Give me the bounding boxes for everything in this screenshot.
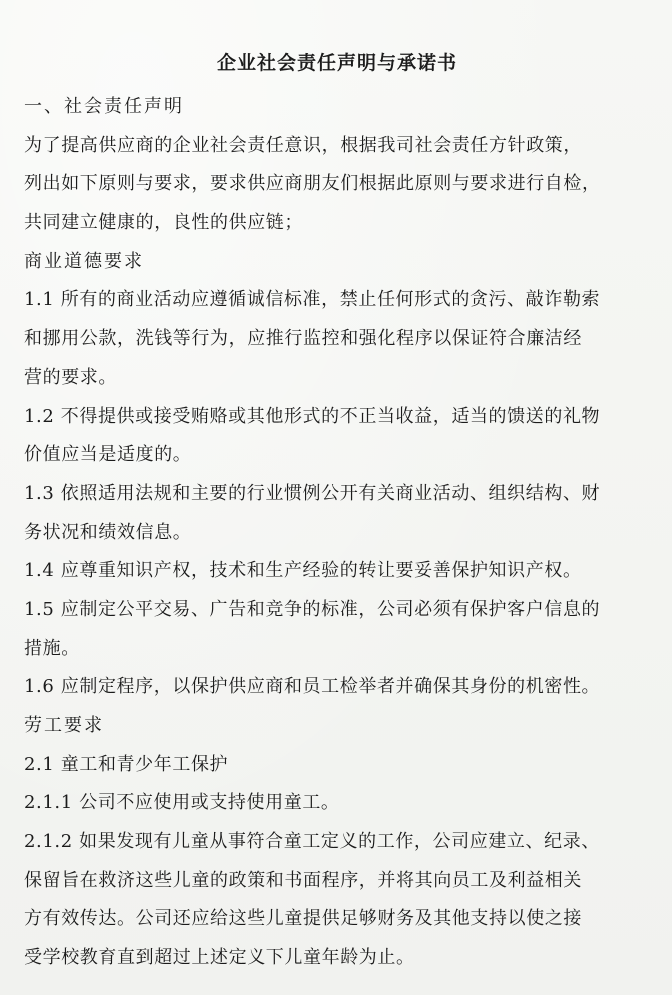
paragraph-line: 1.1 所有的商业活动应遵循诚信标准，禁止任何形式的贪污、敲诈勒索 (24, 289, 601, 311)
paragraph-line: 1.2 不得提供或接受贿赂或其他形式的不正当收益，适当的馈送的礼物 (24, 405, 601, 427)
paragraph-line: 和挪用公款，洗钱等行为，应推行监控和强化程序以保证符合廉洁经 (24, 328, 582, 350)
paragraph-line: 2.1 童工和青少年工保护 (24, 753, 229, 775)
subsection-heading: 商业道德要求 (24, 250, 144, 272)
paragraph-line: 为了提高供应商的企业社会责任意识，根据我司社会责任方针政策， (24, 134, 582, 156)
paragraph-line: 2.1.1 公司不应使用或支持使用童工。 (24, 792, 340, 814)
paragraph-line: 1.6 应制定程序，以保护供应商和员工检举者并确保其身份的机密性。 (24, 676, 601, 698)
paragraph-line: 营的要求。 (24, 366, 117, 388)
paragraph-line: 2.1.2 如果发现有儿童从事符合童工定义的工作，公司应建立、纪录、 (24, 831, 600, 853)
paragraph-line: 保留旨在救济这些儿童的政策和书面程序，并将其向员工及利益相关 (24, 869, 582, 891)
section-heading: 一、社会责任声明 (24, 96, 184, 117)
paragraph-line: 方有效传达。公司还应给这些儿童提供足够财务及其他支持以使之接 (24, 908, 582, 930)
paragraph-line: 价值应当是适度的。 (24, 444, 192, 466)
paragraph-line: 列出如下原则与要求，要求供应商朋友们根据此原则与要求进行自检， (24, 173, 601, 195)
paragraph-line: 措施。 (24, 637, 80, 659)
paragraph-line: 1.5 应制定公平交易、广告和竞争的标准，公司必须有保护客户信息的 (24, 598, 601, 620)
document-title: 企业社会责任声明与承诺书 (216, 52, 457, 74)
paragraph-line: 务状况和绩效信息。 (24, 521, 192, 543)
paragraph-line: 1.3 依照适用法规和主要的行业惯例公开有关商业活动、组织结构、财 (24, 482, 601, 504)
paragraph-line: 受学校教育直到超过上述定义下儿童年龄为止。 (24, 947, 415, 969)
subsection-heading: 劳工要求 (24, 715, 104, 736)
paragraph-line: 共同建立健康的，良性的供应链； (24, 212, 303, 234)
paragraph-line: 1.4 应尊重知识产权，技术和生产经验的转让要妥善保护知识产权。 (24, 560, 582, 582)
